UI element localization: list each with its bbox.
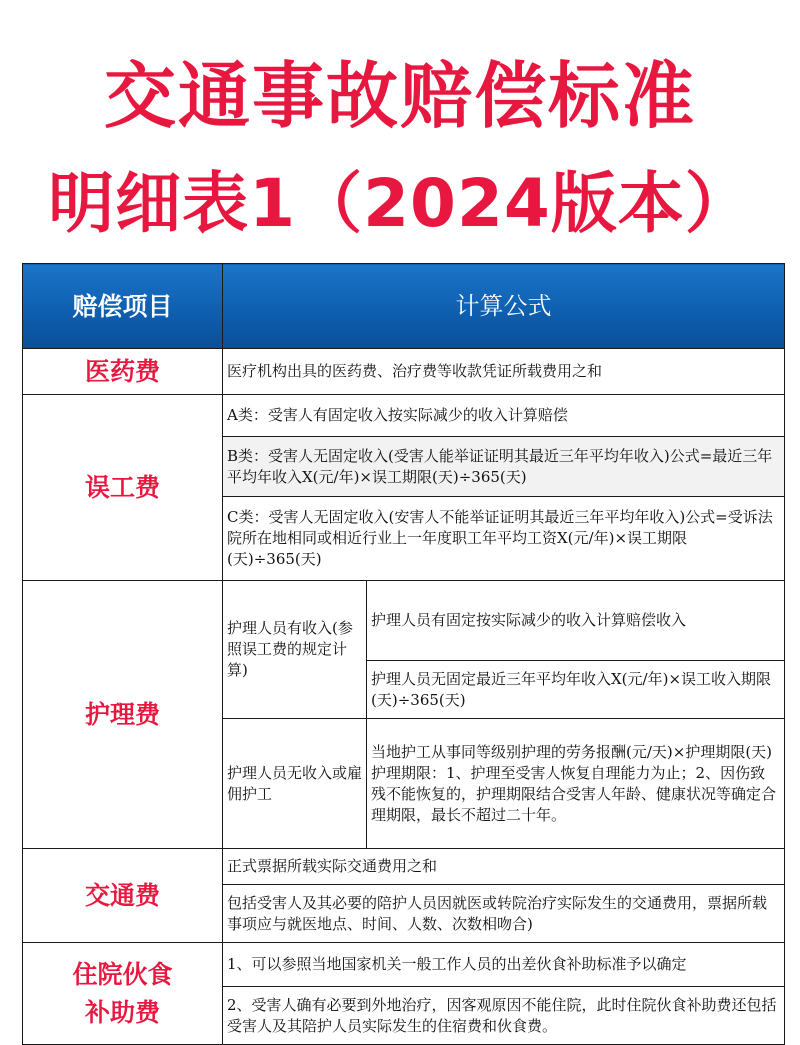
transport-row2: 包括受害人及其必要的陪护人员因就医或转院治疗实际发生的交通费用，票据所载事项应与就医地点、时间、人数、次数相吻合) — [223, 885, 785, 943]
table-row — [23, 943, 785, 987]
header-formula: 计算公式 — [223, 264, 785, 349]
meals-label-line1: 住院伙食 — [72, 959, 173, 989]
nursing-no-income: 护理人员无收入或雇佣护工 — [223, 719, 367, 849]
lost-work-c: C类：受害人无固定收入(安害人不能举证证明其最近三年平均年收入)公式=受诉法院所在地相同或相近行业上一年度职工年平均工资X(元/年)×误工期限(天)÷365(天) — [223, 497, 785, 581]
transport-row1: 正式票据所载实际交通费用之和 — [223, 849, 785, 885]
nursing-not-fixed: 护理人员无固定最近三年平均年收入X(元/年)×误工收入期限(天)÷365(天) — [367, 661, 785, 719]
table-header-row — [23, 264, 785, 349]
nursing-no-income-formula: 当地护工从事同等级别护理的劳务报酬(元/天)×护理期限(天) — [371, 742, 773, 761]
nursing-with-income: 护理人员有收入(参照误工费的规定计算) — [223, 581, 367, 719]
nursing-period: 护理期限：1、护理至受害人恢复自理能力为止；2、因伤致残不能恢复的，护理期限结合受害人年龄、健康状况等确定合理期限，最长不超过二十年。 — [371, 763, 777, 824]
category-transport: 交通费 — [23, 849, 223, 943]
category-lost-work: 误工费 — [23, 395, 223, 581]
nursing-fixed: 护理人员有固定按实际减少的收入计算赔偿收入 — [367, 581, 785, 661]
meals-label-line2: 补助费 — [84, 997, 160, 1027]
meals-row2: 2、受害人确有必要到外地治疗，因客观原因不能住院，此时住院伙食补助费还包括受害人及其陪护人员实际发生的住宿费和伙食费。 — [223, 987, 785, 1045]
table-row — [23, 581, 785, 661]
nursing-no-income-cell — [367, 719, 785, 849]
table-row — [23, 349, 785, 395]
header-item: 赔偿项目 — [23, 264, 223, 349]
category-nursing: 护理费 — [23, 581, 223, 849]
table-row — [23, 849, 785, 885]
category-medical: 医药费 — [23, 349, 223, 395]
medical-formula: 医疗机构出具的医药费、治疗费等收款凭证所载费用之和 — [223, 349, 785, 395]
category-meals — [23, 943, 223, 1045]
compensation-table — [22, 263, 785, 1045]
lost-work-b: B类：受害人无固定收入(受害人能举证证明其最近三年平均年收入)公式=最近三年平均年收入X(元/年)×误工期限(天)÷365(天) — [223, 437, 785, 497]
page-title: 交通事故赔偿标准 — [103, 54, 696, 138]
lost-work-a: A类：受害人有固定收入按实际减少的收入计算赔偿 — [223, 395, 785, 437]
page-subtitle: 明细表1（2024版本） — [48, 165, 752, 242]
meals-row1: 1、可以参照当地国家机关一般工作人员的出差伙食补助标准予以确定 — [223, 943, 785, 987]
table-row — [23, 395, 785, 437]
